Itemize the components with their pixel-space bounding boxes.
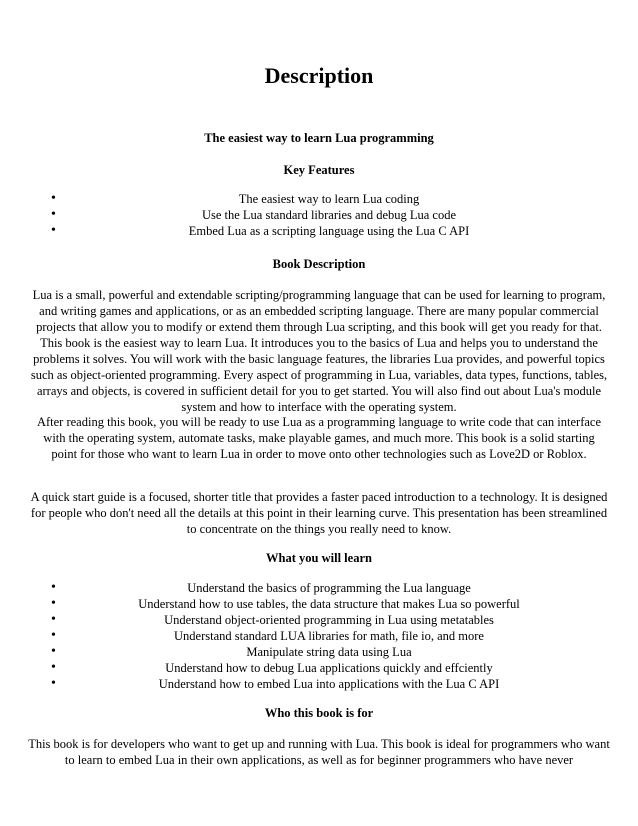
list-item-text: Understand standard LUA libraries for math, file io, and more: [174, 629, 484, 643]
bullet-icon: •: [51, 612, 56, 627]
list-item: [0, 580, 638, 596]
list-item-text: Use the Lua standard libraries and debug Lua code: [201, 208, 457, 222]
book-description-heading: Book Description: [272, 257, 366, 271]
list-item-text: Understand the basics of programming the Lua language: [187, 581, 471, 595]
bullet-icon: •: [51, 223, 56, 238]
list-item-text: Embed Lua as a scripting language using the Lua C API: [188, 224, 470, 238]
book-description-paragraph-2: After reading this book, you will be ready to use Lua as a programming language to write code that can interface with the operating system, automate tasks, make playable games, and much more. This book is a solid starting point for those who want to learn Lua in order to move onto other technologies such as Love2D or Roblox.: [36, 415, 602, 461]
bullet-icon: •: [51, 580, 56, 595]
list-item-text: Manipulate string data using Lua: [246, 645, 412, 659]
list-item: [0, 628, 638, 644]
list-item: [0, 660, 638, 676]
tagline: The easiest way to learn Lua programming: [204, 131, 434, 145]
list-item: [0, 191, 638, 207]
bullet-icon: •: [51, 191, 56, 206]
bullet-icon: •: [51, 628, 56, 643]
bullet-icon: •: [51, 644, 56, 659]
list-item-text: The easiest way to learn Lua coding: [238, 192, 420, 206]
list-item: [0, 612, 638, 628]
key-features-list: [0, 191, 638, 239]
list-item: [0, 676, 638, 692]
book-description-paragraph-1: Lua is a small, powerful and extendable scripting/programming language that can be used for learning to program, and writing games and applications, or as an embedded scripting language. There are many popular commercial projects that allow you to modify or extend them through Lua scripting, and this book will get you ready for that. This book is the easiest way to learn Lua. It introduces you to the basics of Lua and helps you to understand the problems it solves. You will work with the basic language features, the libraries Lua provides, and powerful topics such as object-oriented programming. Every aspect of programming in Lua, variables, data types, functions, tables, arrays and objects, is covered in sufficient detail for you to get started. You will also find out about Lua's module system and how to interface with the operating system.: [30, 288, 608, 414]
list-item: [0, 596, 638, 612]
who-this-book-is-for-paragraph: This book is for developers who want to get up and running with Lua. This book is ideal for programmers who want to learn to embed Lua in their own applications, as well as for beginner programmers who have never: [28, 737, 610, 767]
bullet-icon: •: [51, 676, 56, 691]
what-you-will-learn-heading: What you will learn: [266, 551, 372, 565]
bullet-icon: •: [51, 207, 56, 222]
page-title: Description: [264, 63, 374, 88]
bullet-icon: •: [51, 660, 56, 675]
book-description-paragraph-3: A quick start guide is a focused, shorter title that provides a faster paced introduction to a technology. It is designed for people who don't need all the details at this point in their learning curve. This presentation has been streamlined to concentrate on the things you really need to know.: [30, 490, 608, 536]
list-item-text: Understand how to debug Lua applications quickly and effciently: [165, 661, 493, 675]
key-features-heading: Key Features: [283, 163, 355, 177]
list-item-text: Understand how to use tables, the data structure that makes Lua so powerful: [138, 597, 520, 611]
list-item-text: Understand object-oriented programming in Lua using metatables: [164, 613, 494, 627]
list-item: [0, 207, 638, 223]
who-this-book-is-for-heading: Who this book is for: [264, 706, 374, 720]
what-you-will-learn-list: [0, 580, 638, 692]
bullet-icon: •: [51, 596, 56, 611]
list-item: [0, 223, 638, 239]
list-item: [0, 644, 638, 660]
list-item-text: Understand how to embed Lua into applications with the Lua C API: [158, 677, 500, 691]
